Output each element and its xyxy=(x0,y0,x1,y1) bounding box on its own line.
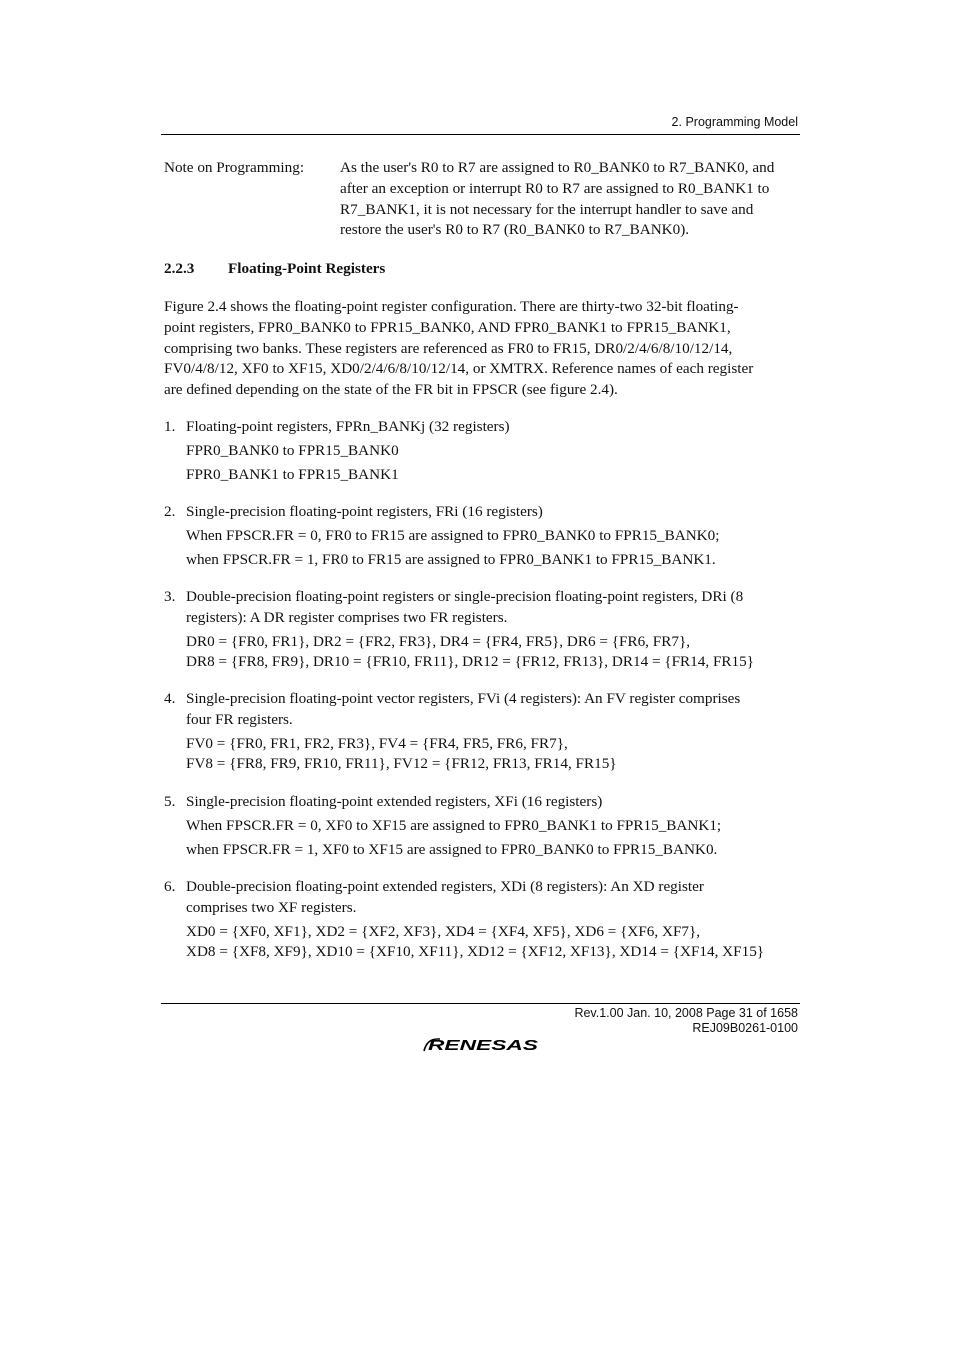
paragraph-line: FV0/4/8/12, XF0 to XF15, XD0/2/4/6/8/10/12/14, or XMTRX. Reference names of each register xyxy=(164,360,754,378)
list-item-content xyxy=(186,689,806,775)
list-item-line: Single-precision floating-point extended registers, XFi (16 registers) xyxy=(186,793,603,810)
paragraph-line: comprising two banks. These registers are referenced as FR0 to FR15, DR0/2/4/6/8/10/12/14, xyxy=(164,339,733,357)
list-item-line: comprises two XF registers. xyxy=(186,898,357,916)
renesas-logo xyxy=(422,1034,542,1056)
logo-text: RENESAS xyxy=(428,1038,539,1054)
paragraph-line: Figure 2.4 shows the floating-point register configuration. There are thirty-two 32-bit floating- xyxy=(164,298,739,315)
list-item-line: registers): A DR register comprises two FR registers. xyxy=(186,608,508,626)
paragraph-line: are defined depending on the state of the FR bit in FPSCR (see figure 2.4). xyxy=(164,381,618,399)
note-line: after an exception or interrupt R0 to R7 are assigned to R0_BANK1 to xyxy=(340,179,770,197)
list-item-detail: FPR0_BANK0 to FPR15_BANK0 xyxy=(186,441,399,459)
list-item-content xyxy=(186,792,806,860)
list-marker: 2. xyxy=(164,503,176,520)
note-line: R7_BANK1, it is not necessary for the interrupt handler to save and xyxy=(340,200,754,218)
list-item-detail: When FPSCR.FR = 0, XF0 to XF15 are assigned to FPR0_BANK1 to FPR15_BANK1; xyxy=(186,816,722,834)
note-body xyxy=(340,158,810,241)
list-item-detail: XD0 = {XF0, XF1}, XD2 = {XF2, XF3}, XD4 = {XF4, XF5}, XD6 = {XF6, XF7}, xyxy=(186,922,701,940)
list-marker: 5. xyxy=(164,793,176,810)
paragraph-line: point registers, FPR0_BANK0 to FPR15_BANK0, AND FPR0_BANK1 to FPR15_BANK1, xyxy=(164,318,731,336)
list-item-detail: XD8 = {XF8, XF9}, XD10 = {XF10, XF11}, XD12 = {XF12, XF13}, XD14 = {XF14, XF15} xyxy=(186,943,765,961)
note-line: restore the user's R0 to R7 (R0_BANK0 to R7_BANK0). xyxy=(340,221,690,239)
list-item-detail: FPR0_BANK1 to FPR15_BANK1 xyxy=(186,465,399,483)
running-header: 2. Programming Model xyxy=(671,115,798,129)
note-line: As the user's R0 to R7 are assigned to R0_BANK0 to R7_BANK0, and xyxy=(340,159,775,176)
list-item-line: Double-precision floating-point registers or single-precision floating-point registers, DRi (8 xyxy=(186,588,744,605)
list-marker: 1. xyxy=(164,418,176,435)
list-item-content xyxy=(186,877,806,963)
page-footer xyxy=(574,1006,798,1036)
section-title: Floating-Point Registers xyxy=(228,260,386,277)
list-marker: 6. xyxy=(164,878,176,895)
footer-rule xyxy=(161,1003,800,1004)
document-number: REJ09B0261-0100 xyxy=(692,1021,798,1035)
intro-paragraph xyxy=(164,297,804,401)
section-number: 2.2.3 xyxy=(164,260,195,277)
list-item-line: Single-precision floating-point registers, FRi (16 registers) xyxy=(186,503,543,520)
list-item-detail: when FPSCR.FR = 1, XF0 to XF15 are assigned to FPR0_BANK0 to FPR15_BANK0. xyxy=(186,840,718,858)
list-item-line: Floating-point registers, FPRn_BANKj (32 registers) xyxy=(186,418,510,435)
list-marker: 3. xyxy=(164,588,176,605)
list-item-detail: DR8 = {FR8, FR9}, DR10 = {FR10, FR11}, DR12 = {FR12, FR13}, DR14 = {FR14, FR15} xyxy=(186,653,755,671)
list-item-detail: DR0 = {FR0, FR1}, DR2 = {FR2, FR3}, DR4 = {FR4, FR5}, DR6 = {FR6, FR7}, xyxy=(186,632,691,650)
list-item-detail: When FPSCR.FR = 0, FR0 to FR15 are assigned to FPR0_BANK0 to FPR15_BANK0; xyxy=(186,526,720,544)
list-item-detail: when FPSCR.FR = 1, FR0 to FR15 are assigned to FPR0_BANK1 to FPR15_BANK1. xyxy=(186,550,716,568)
list-item-detail: FV0 = {FR0, FR1, FR2, FR3}, FV4 = {FR4, FR5, FR6, FR7}, xyxy=(186,734,568,752)
header-rule xyxy=(161,134,800,135)
list-item-detail: FV8 = {FR8, FR9, FR10, FR11}, FV12 = {FR12, FR13, FR14, FR15} xyxy=(186,755,617,773)
list-item-line: four FR registers. xyxy=(186,710,293,728)
list-item-content xyxy=(186,502,806,570)
note-label: Note on Programming: xyxy=(164,159,305,176)
list-item-content xyxy=(186,587,806,673)
section-heading xyxy=(164,259,385,280)
list-marker: 4. xyxy=(164,690,176,707)
list-item-line: Single-precision floating-point vector registers, FVi (4 registers): An FV register comprises xyxy=(186,690,741,707)
list-item-line: Double-precision floating-point extended registers, XDi (8 registers): An XD register xyxy=(186,878,704,895)
revision-info: Rev.1.00 Jan. 10, 2008 Page 31 of 1658 xyxy=(574,1006,798,1020)
list-item-content xyxy=(186,417,806,485)
